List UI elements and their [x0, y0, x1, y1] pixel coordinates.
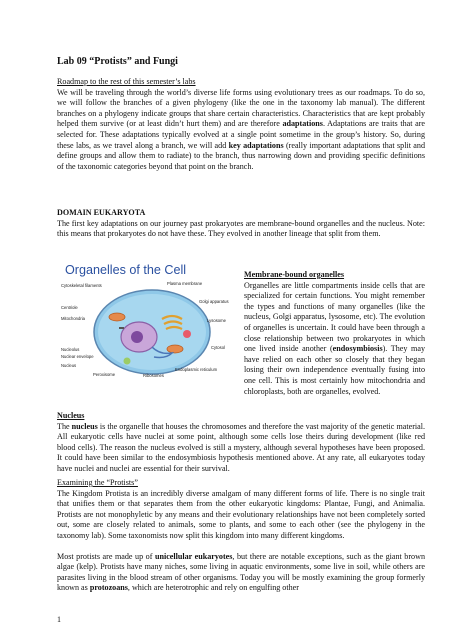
roadmap-text-1: We will be traveling through the world’s diverse life forms using evolutionary trees as our roadmaps. To do so, we will follow the branches of a given phylogeny (like the one in the taxonomy lab manual). The different branches on a phylogeny indicate groups that share certain characteristics. Characteristics that are kept probably helped them survive (or at least didn’t hurt them) and are therefore	[57, 87, 425, 129]
roadmap-bold-adaptations: adaptations	[282, 119, 323, 129]
protists-text-c: , which are heterotrophic and rely on engulfing other	[127, 583, 299, 593]
organelles-text-2: ). They may have relied on each other so closely that they began losing their own independence eventually fusing into one cell. This is most certainly how mitochondria and chloroplasts, both are organelles, evolved.	[244, 344, 425, 396]
label-nucleus: Nucleus	[61, 363, 77, 368]
protists-paragraph-2	[57, 552, 425, 594]
label-mitochondria: Mitochondria	[61, 316, 85, 321]
eukaryota-heading: DOMAIN EUKARYOTA	[57, 208, 146, 217]
label-golgi: Golgi apparatus	[199, 299, 229, 304]
roadmap-bold-key-adaptations: key adaptations	[228, 140, 284, 150]
roadmap-text-2: . Adaptations are traits that are selected for. These adaptations typically evolved at a single point sometime in the group’s history. So, during these labs, as we travel along a branch, we will add	[57, 119, 425, 150]
nucleus-heading: Nucleus	[57, 411, 85, 420]
roadmap-heading: Roadmap to the rest of this semester’s labs	[57, 77, 196, 86]
label-nuclear-envelope: Nuclear envelope	[61, 354, 94, 359]
label-cytoskeletal: Cytoskeletal filaments	[61, 283, 102, 288]
label-ribosomes: Ribosomes	[143, 373, 164, 378]
figure-title: Organelles of the Cell	[65, 263, 187, 277]
lysosome-shape	[183, 330, 191, 338]
label-cytosol: Cytosol	[211, 345, 225, 350]
protists-bold-protozoans: protozoans	[89, 583, 128, 593]
label-centriole: Centriole	[61, 305, 78, 310]
nucleus-bold: nucleus	[71, 421, 98, 431]
organelles-text-1: Organelles are little compartments inside cells that are specialized for certain functions. You might remember the types and functions of many organelles (like the nucleus, Golgi apparatus, lysosome, etc). The evolution of organelles is uncertain. It could have been through a close relationship between two prokaryotes in which one lived inside another (	[244, 280, 425, 354]
label-peroxisome: Peroxisome	[93, 372, 116, 377]
centriole-shape	[119, 327, 124, 329]
nucleus-paragraph	[57, 422, 425, 475]
peroxisome-shape	[124, 358, 131, 365]
nucleus-section	[57, 411, 425, 475]
eukaryota-paragraph: The first key adaptations on our journey past prokaryotes are membrane-bound organelles and the nucleus. Note: this means that prokaryotes do not have these. They evolved in another lineage that split from them.	[57, 218, 425, 239]
nucleolus-shape	[131, 331, 143, 343]
lab-title: Lab 09 “Protists” and Fungi	[57, 56, 178, 67]
label-lysosome: Lysosome	[207, 318, 226, 323]
label-er: Endoplasmic reticulum	[175, 367, 218, 372]
protists-heading: Examining the “Protists”	[57, 478, 138, 487]
mitochondrion-shape	[109, 313, 125, 321]
cell-diagram	[57, 279, 238, 379]
eukaryota-section	[57, 208, 425, 240]
mitochondrion-shape	[167, 345, 183, 353]
organelles-section	[244, 270, 425, 397]
page-number: 1	[57, 615, 61, 624]
organelles-heading: Membrane-bound organelles	[244, 270, 345, 279]
protists-paragraph-1: The Kingdom Protista is an incredibly diverse amalgam of many different forms of life. There is no single trait that unifies them or that separates them from the other eukaryotic kingdoms: Plantae, Fungi, and Animalia. Protists are not monophyletic by any means and their evolutionary relationships have not been completely sorted out, some are closely related to animals, some to plants, and some to each other (see the phylogeny in the taxonomy lab). Some taxonomists now split this kingdom into many different kingdoms.	[57, 488, 425, 540]
label-plasma-membrane: Plasma membrane	[167, 281, 203, 286]
protists-bold-unicellular: unicellular eukaryotes	[154, 551, 233, 561]
nucleus-text: is the organelle that houses the chromosomes and therefore the vast majority of the genetic material. All eukaryotic cells have nuclei at some point, although some cells lose theirs during development (like red blood cells). The reason the nucleus evolved is still a mystery, although several hypotheses have been proposed. It could have been similar to the endosymbiosis hypothesis mentioned above. At any rate, all eukaryotes today have nuclei and nuclei are essential for their survival.	[57, 421, 426, 473]
label-nucleolus: Nucleolus	[61, 347, 80, 352]
nucleus-text-pre: The	[57, 421, 72, 431]
protists-text-a: Most protists are made up of	[57, 551, 155, 561]
organelles-bold-endosymbiosis: endosymbiosis	[332, 344, 383, 354]
organelles-paragraph	[244, 281, 425, 398]
cell-figure	[57, 263, 238, 379]
roadmap-text-3: (really important adaptations that split and define groups and allow them to radiate) to the branch, thus narrowing down and providing specific definitions of the taxonomic categories beyond that point on the branch.	[57, 140, 425, 171]
roadmap-paragraph	[57, 88, 425, 173]
roadmap-section	[57, 77, 425, 172]
protists-section	[57, 478, 425, 594]
protists-text-b: , but there are notable exceptions, such as the giant brown algae (kelp). Protists have many niches, some living in aquatic environments, some live in soil, while others are parasites living in the blood stream of other organisms. Today you will be mostly examining the group formerly known as	[57, 551, 425, 593]
